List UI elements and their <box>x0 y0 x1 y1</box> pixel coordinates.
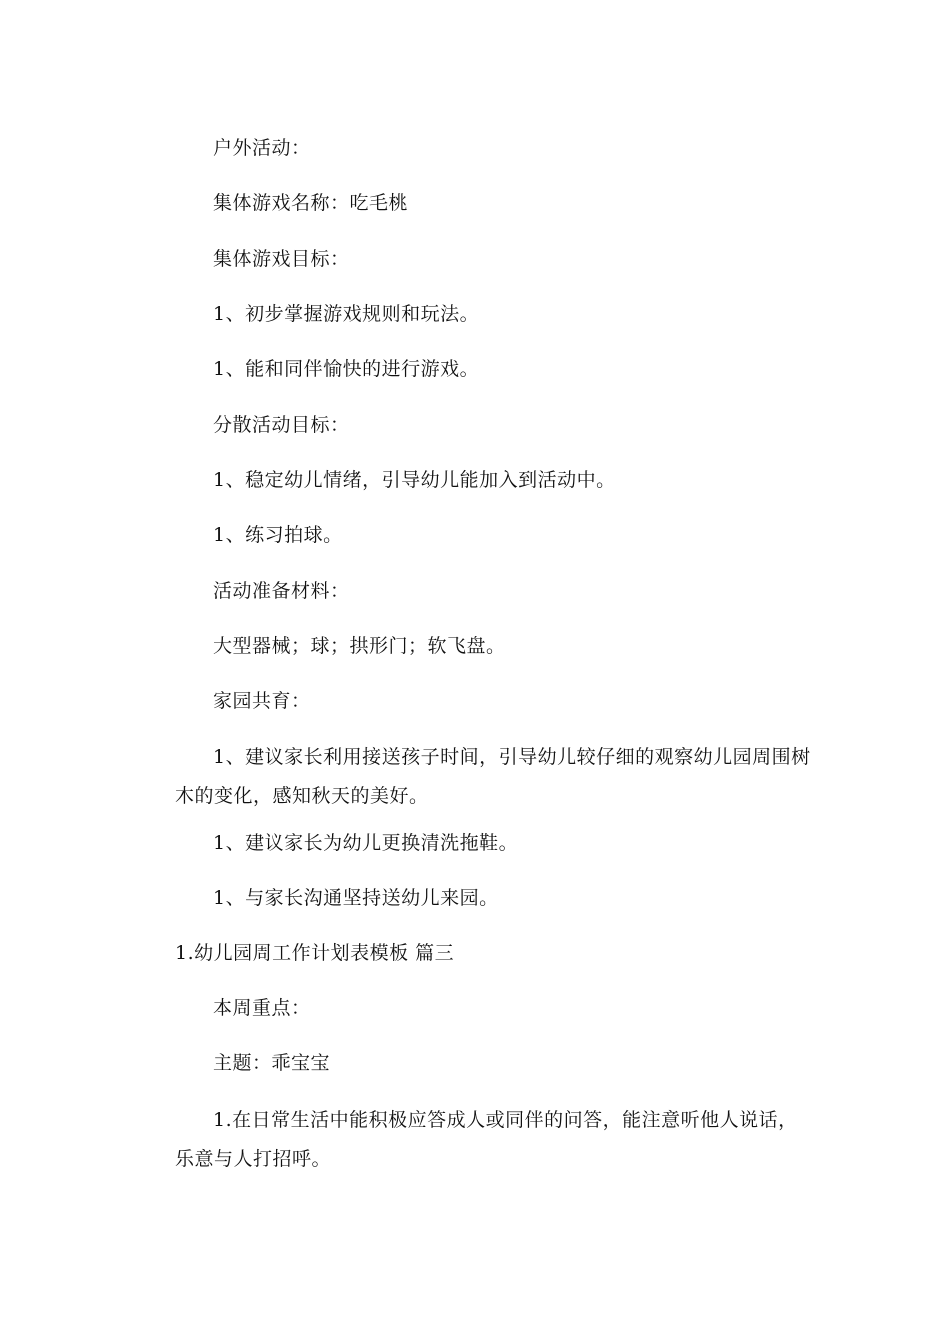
home-cooperation-item: 1、与家长沟通坚持送幼儿来园。 <box>213 887 499 909</box>
theme-goal-paragraph: 1.在日常生活中能积极应答成人或同伴的问答，能注意听他人说话，乐意与人打招呼。 <box>175 1109 798 1170</box>
group-game-goals-heading: 集体游戏目标： <box>213 248 350 270</box>
free-activity-goals-heading: 分散活动目标： <box>213 414 350 436</box>
group-game-name: 集体游戏名称：吃毛桃 <box>213 192 409 214</box>
group-goal-item: 1、初步掌握游戏规则和玩法。 <box>213 303 480 325</box>
home-cooperation-item: 1、建议家长为幼儿更换清洗拖鞋。 <box>213 832 519 854</box>
section-heading: 1.幼儿园周工作计划表模板 篇三 <box>175 942 455 964</box>
group-goal-item: 1、能和同伴愉快的进行游戏。 <box>213 358 480 380</box>
week-focus-heading: 本周重点： <box>213 997 311 1019</box>
home-cooperation-heading: 家园共育： <box>213 690 311 712</box>
materials-list: 大型器械；球；拱形门；软飞盘。 <box>213 635 506 657</box>
free-activity-goal-item: 1、练习拍球。 <box>213 524 343 546</box>
outdoor-activity-heading: 户外活动： <box>213 137 311 159</box>
materials-heading: 活动准备材料： <box>213 580 350 602</box>
home-cooperation-paragraph: 1、建议家长利用接送孩子时间，引导幼儿较仔细的观察幼儿园周围树木的变化，感知秋天的美好。 <box>175 746 811 807</box>
theme-line: 主题：乖宝宝 <box>213 1052 331 1074</box>
free-activity-goal-item: 1、稳定幼儿情绪，引导幼儿能加入到活动中。 <box>213 469 616 491</box>
